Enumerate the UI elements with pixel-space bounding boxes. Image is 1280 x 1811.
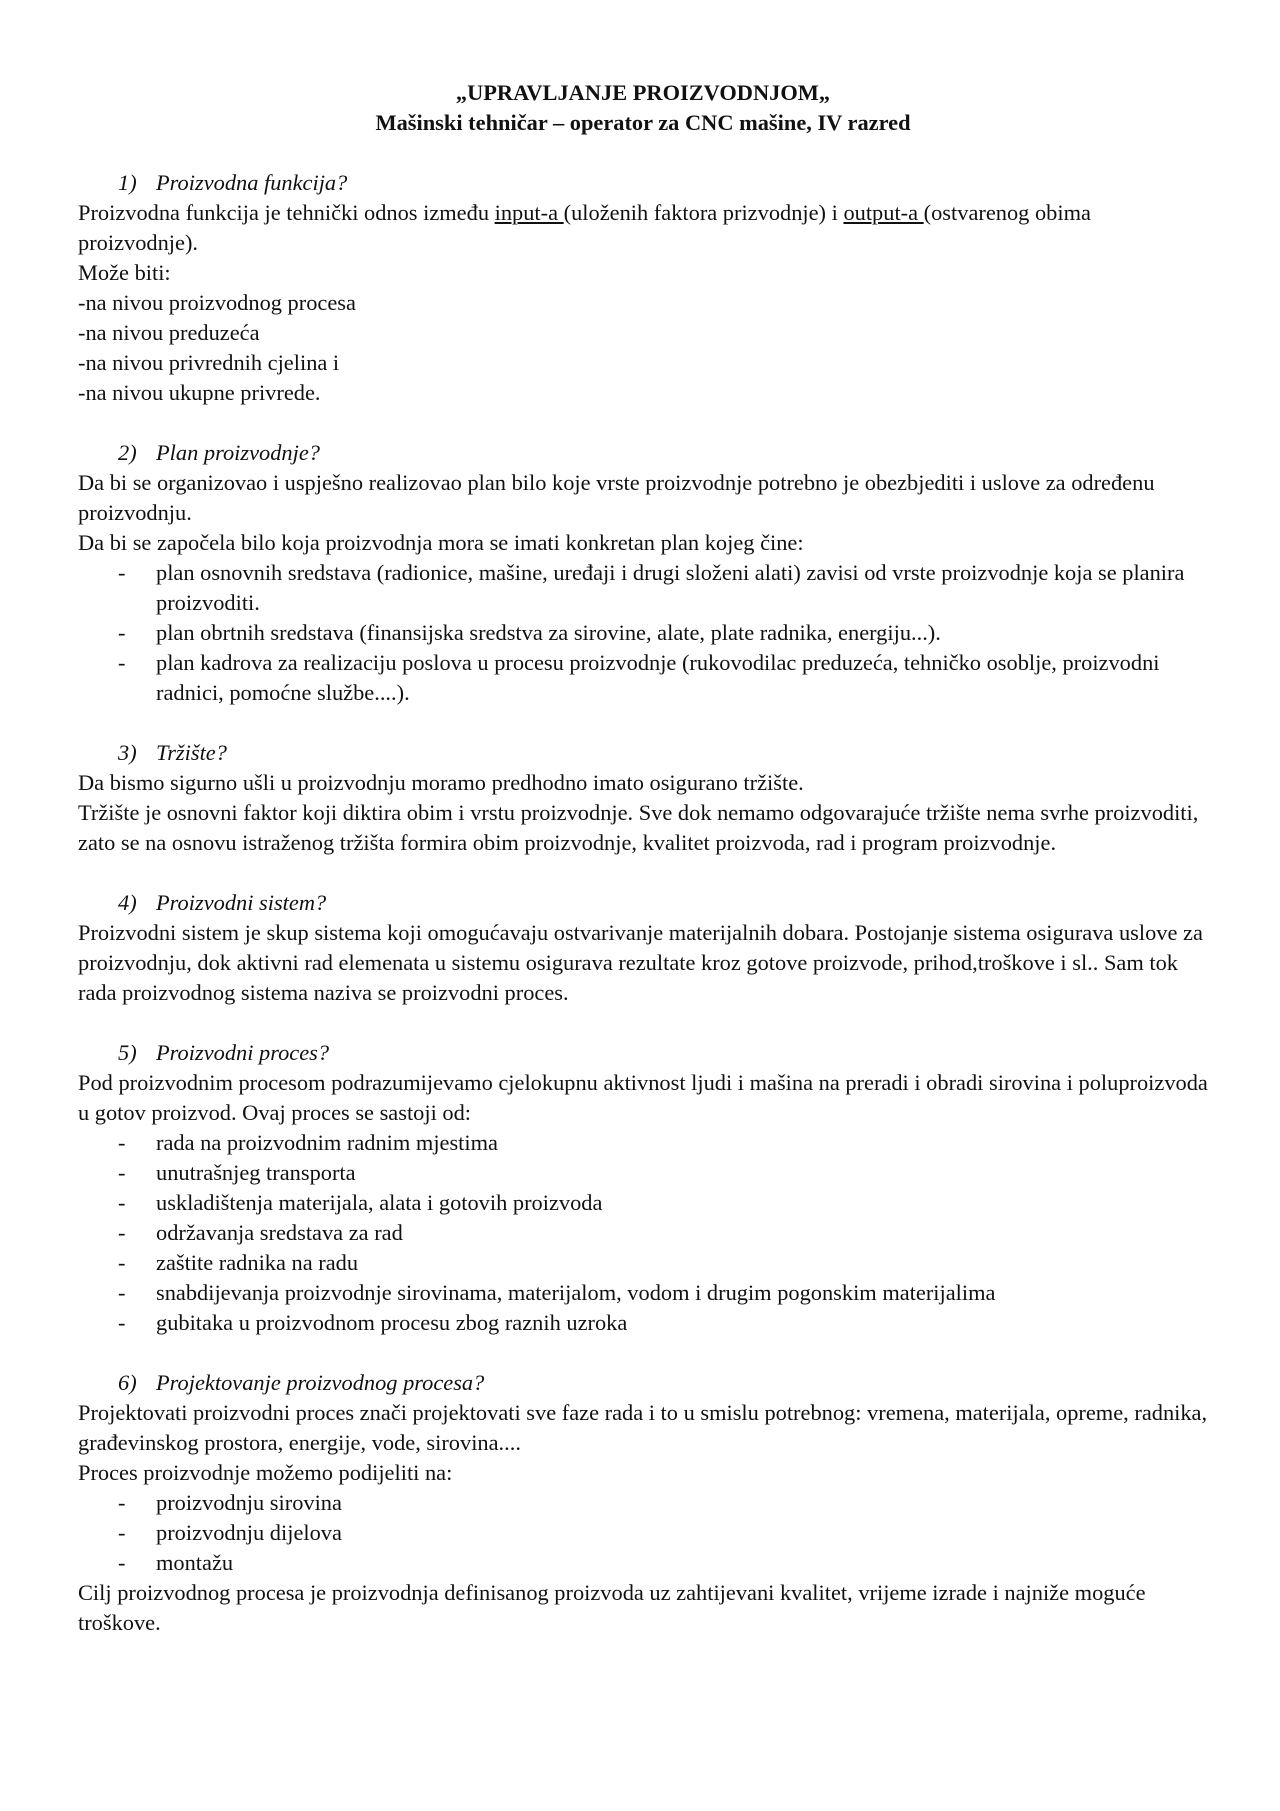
list-item: - zaštite radnika na radu	[78, 1248, 1208, 1278]
list-item: - plan obrtnih sredstava (finansijska sredstva za sirovine, alate, plate radnika, energiju...).	[78, 618, 1208, 648]
section-heading: 3) Tržište?	[118, 740, 227, 765]
list-item: - proizvodnju sirovina	[78, 1488, 1208, 1518]
list-line: -na nivou preduzeća	[78, 320, 260, 345]
section-4	[78, 888, 1208, 1008]
list-item: - uskladištenja materijala, alata i gotovih proizvoda	[78, 1188, 1208, 1218]
section-paragraph: Proizvodna funkcija je tehnički odnos između input-a (uloženih faktora prizvodnje) i output-a (ostvarenog obima proizvodnje).	[78, 200, 1091, 255]
list-line: -na nivou privrednih cjelina i	[78, 350, 340, 375]
list-line: -na nivou ukupne privrede.	[78, 380, 321, 405]
section-paragraph: Pod proizvodnim procesom podrazumijevamo cjelokupnu aktivnost ljudi i mašina na preradi i obradi sirovina i poluproizvoda u gotov proizvod. Ovaj proces se sastoji od:	[78, 1070, 1208, 1125]
document-subtitle: Mašinski tehničar – operator za CNC mašine, IV razred	[375, 110, 911, 135]
section-paragraph: Proizvodni sistem je skup sistema koji omogućavaju ostvarivanje materijalnih dobara. Postojanje sistema osigurava uslove za proizvodnju, dok aktivni rad elemenata u sistemu osigurava rezultate kroz gotove proizvode, prihod,troškove i sl.. Sam tok rada proizvodnog sistema naziva se proizvodni proces.	[78, 920, 1203, 1005]
list-item: - plan osnovnih sredstava (radionice, mašine, uređaji i drugi složeni alati) zavisi od vrste proizvodnje koja se planira proizvoditi.	[78, 558, 1208, 618]
section-heading: 4) Proizvodni sistem?	[118, 890, 327, 915]
list-item: - gubitaka u proizvodnom procesu zbog raznih uzroka	[78, 1308, 1208, 1338]
dash-list	[78, 1128, 1208, 1338]
underlined-term-output: output-a	[843, 200, 924, 225]
section-paragraph: Proces proizvodnje možemo podijeliti na:	[78, 1460, 453, 1485]
section-paragraph: Da bismo sigurno ušli u proizvodnju moramo predhodno imato osigurano tržište.	[78, 770, 804, 795]
section-paragraph: Projektovati proizvodni proces znači projektovati sve faze rada i to u smislu potrebnog: vremena, materijala, opreme, radnika, građevinskog prostora, energije, vode, sirovina....	[78, 1400, 1208, 1455]
section-heading: 2) Plan proizvodnje?	[118, 440, 320, 465]
underlined-term-input: input-a	[494, 200, 564, 225]
section-2	[78, 438, 1208, 708]
section-6	[78, 1368, 1208, 1638]
section-heading: 6) Projektovanje proizvodnog procesa?	[118, 1370, 485, 1395]
list-item: - plan kadrova za realizaciju poslova u procesu proizvodnje (rukovodilac preduzeća, tehničko osoblje, proizvodni radnici, pomoćne službe....).	[78, 648, 1208, 708]
section-paragraph: Tržište je osnovni faktor koji diktira obim i vrstu proizvodnje. Sve dok nemamo odgovarajuće tržište nema svrhe proizvoditi, zato se na osnovu istraženog tržišta formira obim proizvodnje, kvalitet proizvoda, rad i program proizvodnje.	[78, 800, 1199, 855]
dash-list	[78, 1488, 1208, 1578]
section-heading: 1) Proizvodna funkcija?	[118, 170, 348, 195]
list-item: - unutrašnjeg transporta	[78, 1158, 1208, 1188]
section-1	[78, 168, 1208, 408]
document-page	[78, 78, 1208, 1638]
section-lead: Može biti:	[78, 260, 171, 285]
list-item: - održavanja sredstava za rad	[78, 1218, 1208, 1248]
document-title: „UPRAVLJANJE PROIZVODNJOM„	[455, 80, 831, 105]
section-paragraph: Da bi se organizovao i uspješno realizovao plan bilo koje vrste proizvodnje potrebno je obezbjediti i uslove za određenu proizvodnju.	[78, 470, 1155, 525]
section-3	[78, 738, 1208, 858]
list-line: -na nivou proizvodnog procesa	[78, 290, 356, 315]
section-heading: 5) Proizvodni proces?	[118, 1040, 330, 1065]
section-paragraph: Cilj proizvodnog procesa je proizvodnja definisanog proizvoda uz zahtijevani kvalitet, vrijeme izrade i najniže moguće troškove.	[78, 1580, 1146, 1635]
list-item: - snabdijevanja proizvodnje sirovinama, materijalom, vodom i drugim pogonskim materijalima	[78, 1278, 1208, 1308]
section-5	[78, 1038, 1208, 1338]
section-paragraph: Da bi se započela bilo koja proizvodnja mora se imati konkretan plan kojeg čine:	[78, 530, 804, 555]
list-item: - rada na proizvodnim radnim mjestima	[78, 1128, 1208, 1158]
list-item: - montažu	[78, 1548, 1208, 1578]
list-item: - proizvodnju dijelova	[78, 1518, 1208, 1548]
dash-list	[78, 558, 1208, 708]
